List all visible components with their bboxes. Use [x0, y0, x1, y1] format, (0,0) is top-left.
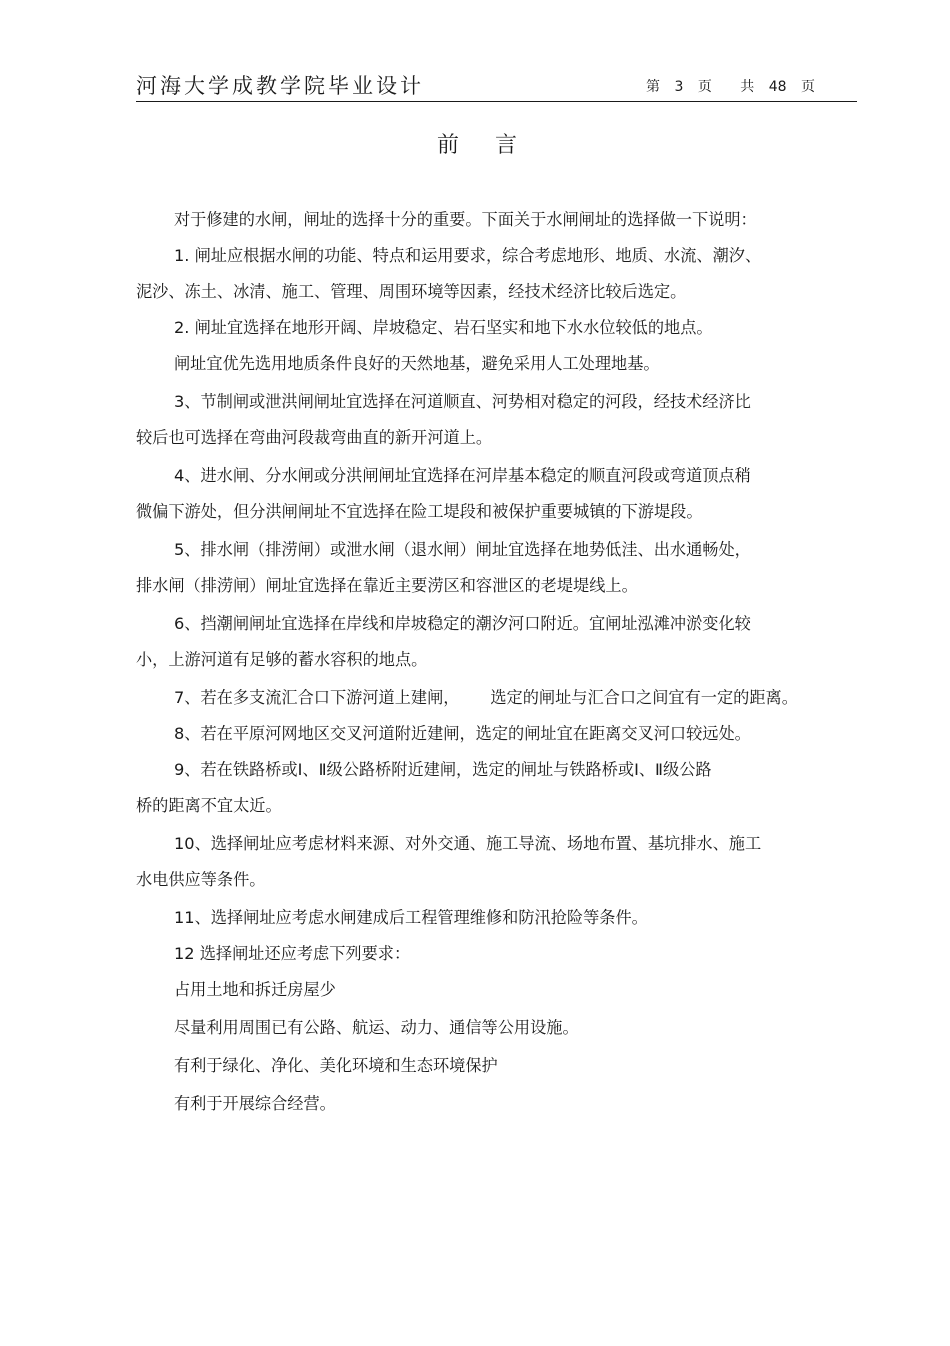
paragraph-line: 6、挡潮闸闸址宜选择在岸线和岸坡稳定的潮汐河口附近。宜闸址泓滩冲淤变化较 — [174, 614, 751, 633]
paragraph-line: 占用土地和拆迁房屋少 — [174, 980, 336, 999]
paragraph-line: 较后也可选择在弯曲河段裁弯曲直的新开河道上。 — [136, 428, 493, 447]
paragraph — [136, 906, 836, 930]
paragraph-line: 尽量利用周围已有公路、航运、动力、通信等公用设施。 — [174, 1018, 579, 1037]
paragraph — [136, 316, 836, 340]
header-title: 河海大学成教学院毕业设计 — [136, 74, 424, 98]
page-current: 3 — [674, 79, 684, 95]
page-header — [136, 70, 857, 102]
document-body — [136, 208, 836, 1116]
paragraph-line: 2. 闸址宜选择在地形开阔、岸坡稳定、岩石坚实和地下水水位较低的地点。 — [174, 318, 713, 337]
paragraph — [136, 1054, 836, 1078]
page-total: 48 — [768, 79, 787, 95]
paragraph-line: 桥的距离不宜太近。 — [136, 796, 282, 815]
page-number-info — [646, 76, 815, 96]
paragraph — [136, 538, 836, 598]
paragraph-line: 有利于绿化、净化、美化环境和生态环境保护 — [174, 1056, 498, 1075]
paragraph-line: 8、若在平原河网地区交叉河道附近建闸，选定的闸址宜在距离交叉河口较远处。 — [174, 724, 751, 743]
paragraph-line: 10、选择闸址应考虑材料来源、对外交通、施工导流、场地布置、基坑排水、施工 — [174, 834, 762, 853]
paragraph-line: 微偏下游处，但分洪闸闸址不宜选择在险工堤段和被保护重要城镇的下游堤段。 — [136, 502, 703, 521]
paragraph-line: 12 选择闸址还应考虑下列要求： — [174, 944, 411, 963]
paragraph — [136, 722, 836, 746]
paragraph — [136, 464, 836, 524]
header-divider — [136, 101, 857, 102]
paragraph-line: 小，上游河道有足够的蓄水容积的地点。 — [136, 650, 428, 669]
paragraph-line: 水电供应等条件。 — [136, 870, 266, 889]
paragraph — [136, 758, 836, 818]
paragraph-line: 11、选择闸址应考虑水闸建成后工程管理维修和防汛抢险等条件。 — [174, 908, 648, 927]
paragraph — [136, 208, 836, 232]
paragraph — [136, 390, 836, 450]
paragraph — [136, 1016, 836, 1040]
total-unit: 页 — [801, 79, 816, 95]
paragraph — [136, 1092, 836, 1116]
paragraph-line: 泥沙、冻土、冰清、施工、管理、周围环境等因素，经技术经济比较后选定。 — [136, 282, 687, 301]
paragraph — [136, 352, 836, 376]
paragraph-line: 有利于开展综合经营。 — [174, 1094, 336, 1113]
paragraph-line: 5、排水闸（排涝闸）或泄水闸（退水闸）闸址宜选择在地势低洼、出水通畅处， — [174, 540, 751, 559]
page-unit: 页 — [697, 79, 712, 95]
paragraph — [136, 832, 836, 892]
paragraph-line: 4、进水闸、分水闸或分洪闸闸址宜选择在河岸基本稳定的顺直河段或弯道顶点稍 — [174, 466, 751, 485]
paragraph-line: 7、若在多支流汇合口下游河道上建闸， 选定的闸址与汇合口之间宜有一定的距离。 — [174, 688, 798, 707]
paragraph-line: 1. 闸址应根据水闸的功能、特点和运用要求，综合考虑地形、地质、水流、潮汐、 — [174, 246, 762, 265]
paragraph-line: 排水闸（排涝闸）闸址宜选择在靠近主要涝区和容泄区的老堤堤线上。 — [136, 576, 638, 595]
paragraph — [136, 612, 836, 672]
paragraph-line: 3、节制闸或泄洪闸闸址宜选择在河道顺直、河势相对稳定的河段，经技术经济比 — [174, 392, 751, 411]
paragraph — [136, 978, 836, 1002]
paragraph-line: 闸址宜优先选用地质条件良好的天然地基，避免采用人工处理地基。 — [174, 354, 660, 373]
paragraph-line: 9、若在铁路桥或Ⅰ、Ⅱ级公路桥附近建闸，选定的闸址与铁路桥或Ⅰ、Ⅱ级公路 — [174, 760, 712, 779]
paragraph-line: 对于修建的水闸，闸址的选择十分的重要。下面关于水闸闸址的选择做一下说明： — [174, 210, 757, 229]
paragraph — [136, 942, 836, 966]
total-prefix: 共 — [740, 79, 755, 95]
paragraph — [136, 244, 836, 304]
page-prefix: 第 — [646, 79, 660, 95]
paragraph — [136, 686, 836, 710]
section-heading: 前言 — [436, 133, 553, 158]
